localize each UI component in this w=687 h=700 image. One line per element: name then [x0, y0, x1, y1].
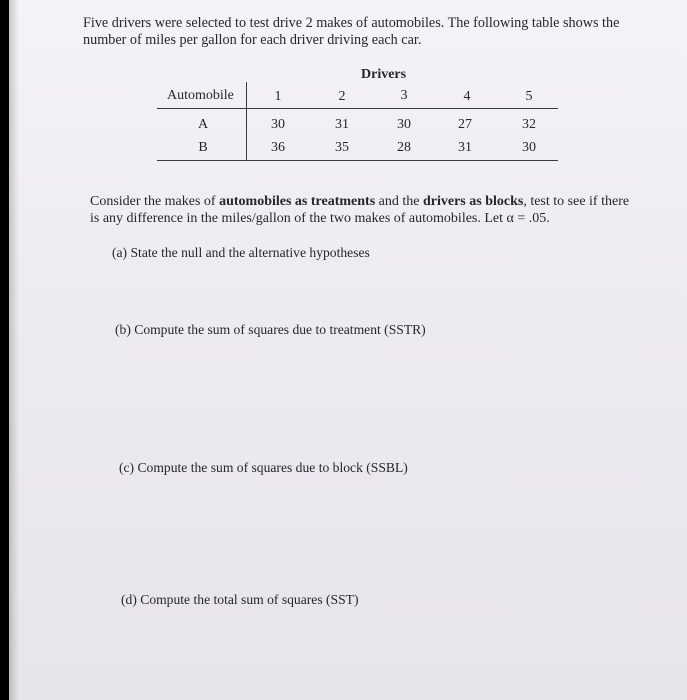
- table-cell: 30: [271, 117, 285, 132]
- instructions-line-1: [90, 193, 629, 210]
- bottom-rule: [157, 160, 558, 161]
- page-edge-shadow: [9, 0, 19, 700]
- table-cell: 30: [397, 117, 411, 132]
- question-c: (c) Compute the sum of squares due to block (SSBL): [119, 460, 408, 475]
- table-cell: 32: [522, 117, 536, 132]
- row-label-b: B: [198, 140, 208, 155]
- instructions-text: Consider the makes of: [90, 194, 220, 209]
- driver-col-3: 3: [400, 88, 408, 103]
- table-cell: 36: [271, 140, 285, 155]
- intro-line-1: Five drivers were selected to test drive 2 makes of automobiles. The following table shows the: [83, 15, 620, 31]
- table-cell: 31: [458, 140, 472, 155]
- table-cell: 35: [335, 140, 349, 155]
- driver-col-2: 2: [338, 89, 346, 104]
- treatments-emphasis: automobiles as treatments: [219, 194, 376, 209]
- row-label-divider: [246, 82, 247, 160]
- intro-paragraph: [83, 15, 619, 49]
- instructions-text: and the: [375, 194, 423, 209]
- drivers-group-header: Drivers: [361, 67, 407, 82]
- question-b: (b) Compute the sum of squares due to treatment (SSTR): [115, 322, 426, 337]
- row-label-a: A: [197, 117, 209, 132]
- question-a: (a) State the null and the alternative hypotheses: [112, 245, 370, 260]
- driver-col-1: 1: [274, 89, 282, 104]
- header-rule: [157, 108, 558, 109]
- instructions-text: , test to see if there: [523, 194, 630, 209]
- intro-line-2: number of miles per gallon for each driver driving each car.: [83, 32, 422, 48]
- instructions-paragraph: [90, 193, 629, 227]
- table-cell: 28: [397, 140, 411, 155]
- table-cell: 31: [335, 117, 349, 132]
- blocks-emphasis: drivers as blocks: [422, 194, 524, 209]
- automobile-header: Automobile: [167, 88, 234, 103]
- driver-col-4: 4: [463, 89, 471, 104]
- table-cell: 30: [522, 140, 536, 155]
- driver-col-5: 5: [525, 89, 533, 104]
- table-cell: 27: [458, 117, 472, 132]
- instructions-line-2: is any difference in the miles/gallon of the two makes of automobiles. Let α = .05.: [90, 211, 550, 226]
- question-d: (d) Compute the total sum of squares (SST): [121, 592, 359, 607]
